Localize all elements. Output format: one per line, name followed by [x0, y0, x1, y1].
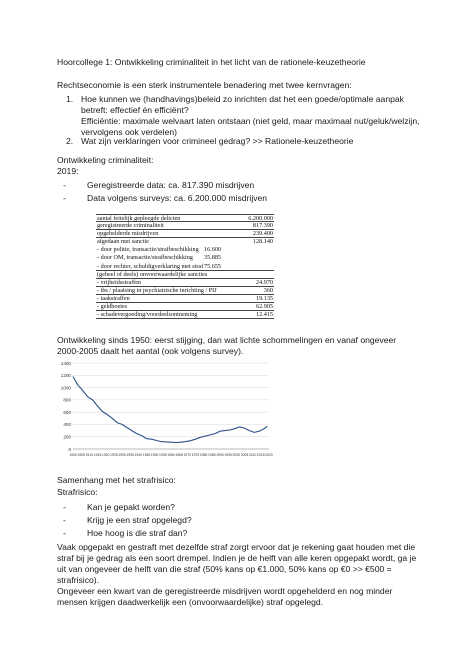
paragraph: Ongeveer een kwart van de geregistreerde misdrijven wordt opgehelderd en nog minder mensen krijgen daadwerkelijk een (onvoorwaardelijke) straf opgelegd. [57, 586, 393, 607]
list-item-text: Kan je gepakt worden? [87, 502, 175, 512]
list-number: 2. [66, 136, 74, 146]
x-tick-label: 1975 [191, 453, 200, 457]
table-cell-label: - door politie, transactie/strafbeschikking [97, 246, 199, 254]
x-tick-label: 1950 [150, 453, 159, 457]
table-cell-label: afgedaan met sanctie [97, 238, 149, 246]
table-cell-subvalue: 75.655 [203, 262, 221, 270]
x-tick-label: 1980 [199, 453, 208, 457]
table-cell-value: 19.135 [255, 294, 273, 302]
x-tick-label: 1995 [224, 453, 232, 457]
question-text: Wat zijn verklaringen voor crimineel gedrag? >> Rationele-keuzetheorie [81, 136, 354, 146]
x-tick-label: 2005 [240, 453, 249, 457]
x-tick-label: 1970 [183, 453, 192, 457]
y-tick-label: 600 [63, 409, 71, 415]
table-cell-label: - vrijheidsstraffen [97, 278, 142, 286]
x-tick-label: 1930 [118, 453, 126, 457]
table-row [96, 222, 274, 230]
table-row [96, 287, 274, 295]
x-tick-label: 1985 [208, 453, 216, 457]
table-cell-value: 239.400 [252, 230, 273, 238]
series-line [73, 377, 267, 443]
table-cell-label: - tbs / plaatsing in psychiatrische inrichting / PIJ [97, 286, 217, 294]
y-tick-label: 400 [63, 422, 71, 428]
line-chart [57, 359, 272, 466]
x-tick-label: 1990 [216, 453, 224, 457]
table-cell-label: - taakstraffen [97, 294, 130, 302]
statistics-table [96, 214, 274, 319]
paragraph: Vaak opgepakt en gestraft met dezelfde straf zorgt ervoor dat je rekening gaat houden met die straf bij je gedrag als een soort drempel. Indien je de helft van alle keren opgepakt wordt, ga je uit van ongeveer de helft van die straf (50% kans op €1.000, 50% kans op €0 >> €500 = strafrisico). [57, 542, 417, 585]
table-cell-label: - door OM, transactie/strafbeschikking [97, 254, 193, 262]
x-tick-label: 1915 [93, 453, 102, 457]
list-item-text: Geregistreerde data: ca. 817.390 misdrijven [87, 180, 255, 190]
y-tick-label: 1000 [60, 385, 71, 391]
table-row [96, 303, 274, 311]
intro-text: Rechtseconomie is een sterk instrumentele benadering met twee kernvragen: [57, 80, 352, 90]
table-row [96, 295, 274, 303]
x-tick-label: 1910 [85, 453, 94, 457]
table-cell-value: 12.415 [255, 311, 273, 319]
table-row [96, 230, 274, 238]
table-row [96, 214, 274, 222]
x-tick-label: 2000 [232, 453, 241, 457]
list-item-text: Krijg je een straf opgelegd? [87, 515, 192, 525]
x-tick-label: 1920 [101, 453, 110, 457]
table-cell-label: - door rechter, schuldigverklaring met straf [97, 262, 204, 270]
table-row [96, 246, 274, 254]
x-tick-label: 1955 [159, 453, 167, 457]
page-title: Hoorcollege 1: Ontwikkeling criminaliteit in het licht van de rationele-keuzetheorie [57, 57, 366, 67]
section-heading: Samenhang met het strafrisico: [57, 475, 176, 485]
table-cell-subvalue: 35.885 [203, 254, 221, 262]
list-item-text [81, 94, 426, 138]
year-label: 2019: [57, 166, 79, 176]
x-tick-label: 1905 [77, 453, 85, 457]
x-tick-label: 1960 [167, 453, 175, 457]
list-item-text: Hoe hoog is die straf dan? [87, 528, 188, 538]
y-tick-label: 1200 [60, 373, 71, 379]
table-cell-value: 24.970 [255, 278, 273, 286]
table-cell-label: geregistreerde criminaliteit [97, 222, 164, 230]
table-cell-value: 817.390 [252, 222, 273, 230]
y-tick-label: 800 [63, 397, 71, 403]
table-row [96, 263, 274, 271]
list-item-text: Data volgens surveys: ca. 6.200.000 misdrijven [87, 193, 268, 203]
table-cell-value: 360 [263, 286, 273, 294]
section-heading: Ontwikkeling criminaliteit: [57, 155, 154, 165]
table-cell-label: (geheel of deels) onvoorwaardelijke sancties [97, 270, 208, 278]
y-tick-label: 0 [68, 446, 71, 452]
document-page: Hoorcollege 1: Ontwikkeling criminaliteit in het licht van de rationele-keuzetheorie Rechtseconomie is een sterk instrumentele benadering met twee kernvragen: 1. Hoe kunnen we (handhavings)beleid zo inrichten dat het een goede/optimale aanpak betreft: effectief én efficiënt? Efficiëntie: maximale welvaart laten ontstaan (niet geld, maar maximaal nut/geluk/welzijn, vervolgens ook verdelen) 2. Wat zijn verklaringen voor crimineel gedrag? >> Rationele-keuzetheorie Ontwikkeling criminaliteit: 2019: - Geregistreerde data: ca. 817.390 misdrijven - Data volgens surveys: ca. 6.200.000 misdrijven aantal feitelijk gepleegde delicten 6.200.000 geregistreerde criminaliteit 817.390 opgehelderde misdrijven 239.400 afgedaan met sanctie 128.140 - door politie, transactie/strafbeschikking 16.600 - door OM, transactie/strafbeschikking 35.885 - door rechter, schuldigverklaring met straf 75.655 (geheel of deels) onvoorwaardelijke sancties - vrijheidsstraffen 24.970 - tbs / plaatsing in psychiatrische inrichting / PIJ 360 - taakstraffen 19.135 - geldboetes 62.905 - schadevergoeding/voordeelsontneming 12.415 Ontwikkeling sinds 1950: eerst stijging, dan wat lichte schommelingen en vanaf ongeveer 2000-2005 daalt het aantal (ook volgens survey). 0 200 400 600 800 1000 1200 1400 1900 1905 1910 1915 1920 1925 1930 1935 1940 1945 1950 1955 1960 1965 1970 1975 1980 1985 1990 1995 2000 2005 2010 2015 2020 Samenhang met het strafrisico: Strafrisico: - Kan je gepakt worden? - Krijg je een straf opgelegd? - Hoe hoog is die straf dan? Vaak opgepakt en gestraft met dezelfde straf zorgt ervoor dat je rekening gaat houden met die straf bij je gedrag als een soort drempel. Indien je de helft van alle keren opgepakt wordt, ga je uit van ongeveer de helft van die straf (50% kans op €1.000, 50% kans op €0 >> €500 = strafrisico). Ongeveer een kwart van de geregistreerde misdrijven wordt opgehelderd en nog minder mensen krijgen daadwerkelijk een (onvoorwaardelijke) straf opgelegd. [0, 0, 474, 670]
table-cell-label: - schadevergoeding/voordeelsontneming [97, 311, 198, 319]
table-row [96, 279, 274, 287]
x-tick-label: 2020 [265, 453, 273, 457]
x-tick-label: 1945 [142, 453, 151, 457]
x-tick-label: 1940 [134, 453, 143, 457]
x-tick-label: 2015 [257, 453, 265, 457]
table-row [96, 238, 274, 246]
table-cell-value: 6.200.000 [248, 215, 273, 222]
section-subheading: Strafrisico: [57, 487, 98, 497]
crime-trend-chart [57, 359, 272, 466]
list-item-text [81, 136, 426, 147]
table-cell-value: 128.140 [252, 238, 273, 246]
table-row [96, 311, 274, 319]
x-tick-label: 1900 [69, 453, 77, 457]
x-tick-label: 1965 [175, 453, 183, 457]
question-subtext: Efficiëntie: maximale welvaart laten ontstaan (niet geld, maar maximaal nut/geluk/welzijn, vervolgens ook verdelen) [81, 116, 420, 137]
x-tick-label: 2010 [248, 453, 257, 457]
x-tick-label: 1925 [110, 453, 118, 457]
table-cell-label: - geldboetes [97, 303, 128, 311]
x-tick-label: 1935 [126, 453, 134, 457]
paragraph: Ontwikkeling sinds 1950: eerst stijging, dan wat lichte schommelingen en vanaf ongeveer 2000-2005 daalt het aantal (ook volgens survey). [57, 335, 397, 356]
table-cell-value: 62.905 [255, 303, 273, 311]
table-cell-subvalue: 16.600 [203, 246, 221, 254]
y-tick-label: 1400 [60, 360, 71, 366]
question-text: Hoe kunnen we (handhavings)beleid zo inrichten dat het een goede/optimale aanpak betreft: effectief én efficiënt? [81, 94, 404, 115]
table-cell-label: opgehelderde misdrijven [97, 230, 159, 238]
table-row [96, 254, 274, 262]
table-row [96, 271, 274, 279]
table-cell-label: aantal feitelijk gepleegde delicten [97, 215, 181, 222]
y-tick-label: 200 [63, 434, 71, 440]
list-number: 1. [66, 94, 74, 104]
